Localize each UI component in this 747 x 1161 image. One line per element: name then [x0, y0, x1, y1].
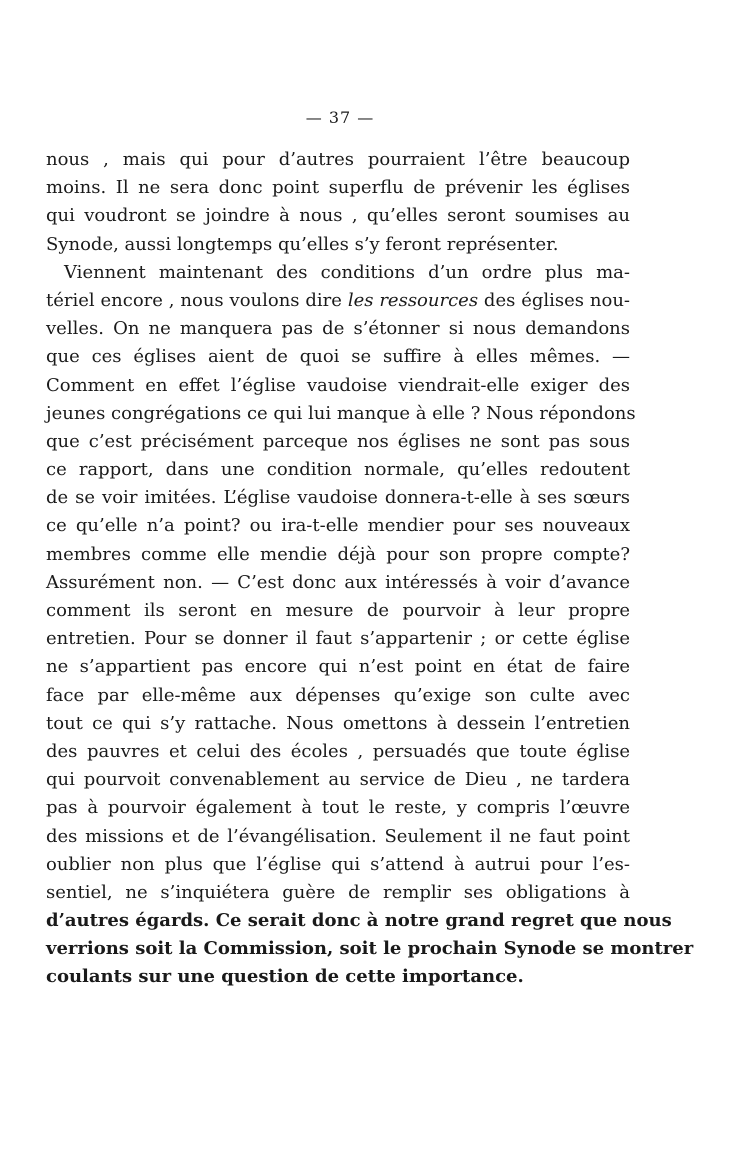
text-line: qui pourvoit convenablement au service de Dieu , ne tardera — [46, 769, 630, 791]
text-line: face par elle-même aux dépenses qu’exige son culte avec — [46, 684, 630, 706]
text-line: que ces églises aient de quoi se suffire à elles mêmes. — — [46, 346, 630, 368]
text-segment: des églises nou- — [478, 289, 630, 311]
text-line: que c’est précisément parceque nos églises ne sont pas sous — [46, 430, 630, 452]
body-text — [46, 146, 694, 992]
text-line: oublier non plus que l’église qui s’attend à autrui pour l’es- — [46, 853, 630, 875]
text-line: de se voir imitées. L’église vaudoise donnera-t-elle à ses sœurs — [46, 487, 630, 509]
text-line: des pauvres et celui des écoles , persuadés que toute église — [46, 740, 630, 762]
page-number: — 37 — — [305, 108, 375, 127]
text-line: nous , mais qui pour d’autres pourraient l’être beaucoup — [46, 149, 630, 170]
text-line: tout ce qui s’y rattache. Nous omettons à dessein l’entretien — [46, 712, 630, 734]
text-line: jeunes congrégations ce qui lui manque à elle ? Nous répondons — [46, 402, 636, 424]
emphasized-phrase: les ressources — [347, 289, 479, 311]
text-line: entretien. Pour se donner il faut s’appartenir ; or cette église — [46, 628, 630, 650]
text-line: Synode, aussi longtemps qu’elles s’y feront représenter. — [46, 233, 559, 255]
text-line: ne s’appartient pas encore qui n’est point en état de faire — [46, 656, 630, 678]
text-line: ce rapport, dans une condition normale, qu’elles redoutent — [46, 459, 630, 481]
text-line: membres comme elle mendie déjà pour son propre compte? — [46, 543, 630, 565]
text-line: d’autres égards. Ce serait donc à notre grand regret que nous — [46, 910, 672, 932]
text-line: Assurément non. — C’est donc aux intéressés à voir d’avance — [46, 571, 630, 593]
text-line: qui voudront se joindre à nous , qu’elles seront soumises au — [46, 205, 630, 227]
paragraph-start-line: Viennent maintenant des conditions d’un ordre plus ma- — [64, 261, 630, 283]
text-segment: tériel encore , nous voulons dire — [46, 289, 348, 311]
text-line-with-emphasis — [46, 287, 630, 315]
text-line: sentiel, ne s’inquiétera guère de remplir ses obligations à — [46, 881, 630, 903]
text-line: ce qu’elle n’a point? ou ira-t-elle mendier pour ses nouveaux — [46, 515, 630, 537]
text-line: moins. Il ne sera donc point superflu de prévenir les églises — [46, 177, 630, 199]
text-line: velles. On ne manquera pas de s’étonner si nous demandons — [46, 318, 630, 340]
text-line: des missions et de l’évangélisation. Seulement il ne faut point — [46, 825, 630, 847]
text-line: coulants sur une question de cette importance. — [46, 966, 524, 988]
text-line: pas à pourvoir également à tout le reste, y compris l’œuvre — [46, 797, 630, 819]
text-line: verrions soit la Commission, soit le prochain Synode se montrer — [46, 938, 694, 960]
text-line: comment ils seront en mesure de pourvoir à leur propre — [46, 600, 630, 621]
text-line: Comment en effet l’église vaudoise viendrait-elle exiger des — [46, 374, 630, 396]
